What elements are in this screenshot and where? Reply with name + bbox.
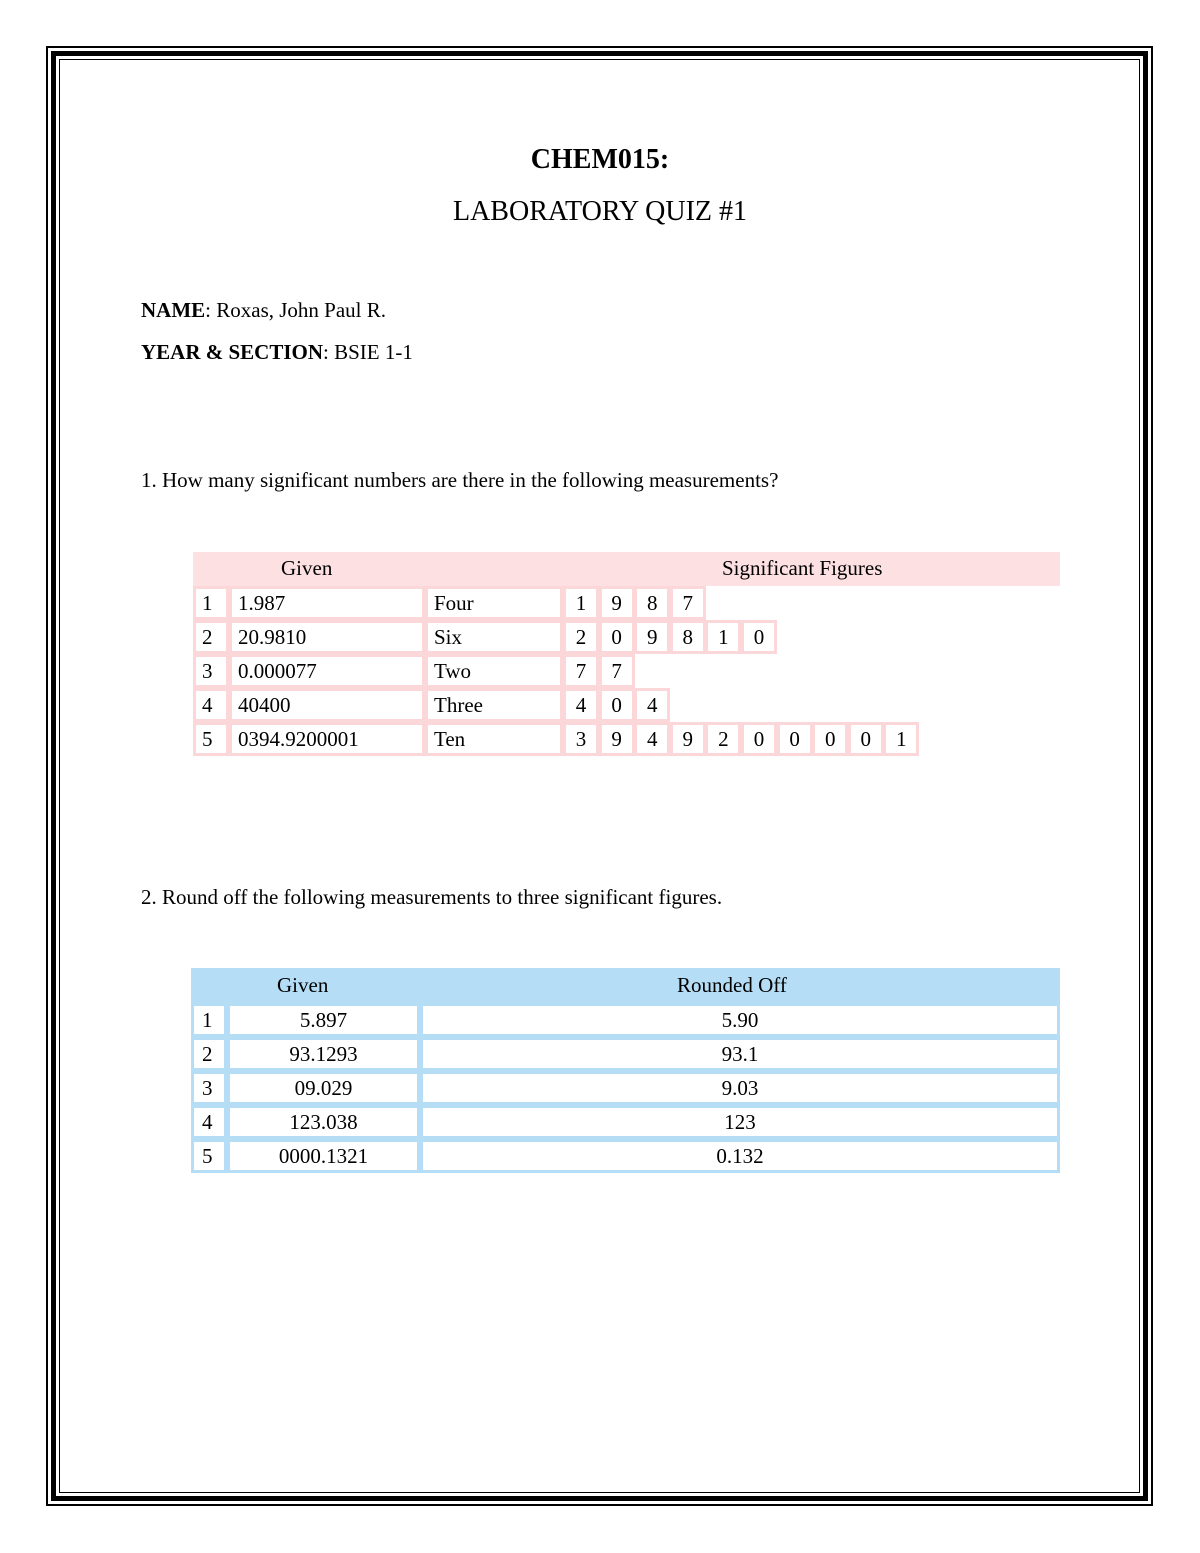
digit-cell: 7	[670, 586, 706, 620]
table-row	[191, 1003, 1060, 1037]
given-value: 93.1293	[227, 1037, 420, 1071]
table-row	[191, 1139, 1060, 1173]
page-border-inner	[59, 59, 1140, 1493]
digit-cell: 0	[812, 722, 848, 756]
student-name	[141, 298, 386, 323]
given-value: 1.987	[229, 586, 425, 620]
given-value: 09.029	[227, 1071, 420, 1105]
section-label: YEAR & SECTION	[141, 340, 324, 364]
digit-cell: 4	[634, 722, 670, 756]
round-table-header	[191, 968, 1060, 1003]
digit-cell: 9	[634, 620, 670, 654]
table-row	[193, 654, 1060, 688]
row-number: 2	[191, 1037, 227, 1071]
digit-cell: 9	[599, 586, 635, 620]
count-word: Three	[425, 688, 563, 722]
question-1: 1. How many significant numbers are there in the following measurements?	[141, 468, 779, 492]
digit-cell: 7	[599, 654, 635, 688]
digit-cell: 2	[563, 620, 599, 654]
row-number: 3	[193, 654, 229, 688]
digit-cell: 4	[634, 688, 670, 722]
row-number: 4	[191, 1105, 227, 1139]
digit-cell: 0	[741, 722, 777, 756]
sig-table-header	[193, 552, 1060, 586]
given-value: 123.038	[227, 1105, 420, 1139]
digit-cell: 2	[705, 722, 741, 756]
digit-cell: 1	[563, 586, 599, 620]
given-value: 0394.9200001	[229, 722, 425, 756]
round-header-given: Given	[277, 973, 329, 997]
row-number: 4	[193, 688, 229, 722]
given-value: 40400	[229, 688, 425, 722]
round-header-rounded: Rounded Off	[677, 973, 787, 997]
count-word: Four	[425, 586, 563, 620]
year-section	[141, 340, 413, 365]
row-number: 5	[191, 1139, 227, 1173]
row-number: 5	[193, 722, 229, 756]
table-row	[193, 688, 1060, 722]
digit-cell: 9	[599, 722, 635, 756]
row-number: 1	[191, 1003, 227, 1037]
name-label: NAME	[141, 298, 206, 322]
course-title: CHEM015:	[530, 144, 670, 175]
digit-cell: 8	[634, 586, 670, 620]
count-word: Six	[425, 620, 563, 654]
count-word: Ten	[425, 722, 563, 756]
table-row	[191, 1071, 1060, 1105]
table-row	[193, 722, 1060, 756]
table-row	[191, 1105, 1060, 1139]
count-word: Two	[425, 654, 563, 688]
quiz-title: LABORATORY QUIZ #1	[452, 196, 747, 227]
sig-header-given: Given	[281, 556, 333, 580]
sig-header-figures: Significant Figures	[722, 556, 883, 580]
digit-cell: 0	[741, 620, 777, 654]
digit-cell: 0	[777, 722, 813, 756]
digit-cell: 1	[705, 620, 741, 654]
digit-cell: 7	[563, 654, 599, 688]
row-number: 3	[191, 1071, 227, 1105]
digit-cell: 3	[563, 722, 599, 756]
rounded-value: 93.1	[420, 1037, 1060, 1071]
given-value: 20.9810	[229, 620, 425, 654]
row-number: 1	[193, 586, 229, 620]
question-2: 2. Round off the following measurements to three significant figures.	[141, 885, 723, 909]
rounded-value: 123	[420, 1105, 1060, 1139]
digit-cell: 0	[599, 620, 635, 654]
section-value: : BSIE 1-1	[323, 340, 413, 364]
digit-cell: 8	[670, 620, 706, 654]
given-value: 0000.1321	[227, 1139, 420, 1173]
table-row	[193, 586, 1060, 620]
digit-cell: 1	[883, 722, 919, 756]
rounded-value: 0.132	[420, 1139, 1060, 1173]
digit-cell: 9	[670, 722, 706, 756]
digit-cell: 4	[563, 688, 599, 722]
table-row	[193, 620, 1060, 654]
given-value: 5.897	[227, 1003, 420, 1037]
given-value: 0.000077	[229, 654, 425, 688]
row-number: 2	[193, 620, 229, 654]
table-row	[191, 1037, 1060, 1071]
digit-cell: 0	[848, 722, 884, 756]
rounded-value: 9.03	[420, 1071, 1060, 1105]
digit-cell: 0	[599, 688, 635, 722]
rounded-value: 5.90	[420, 1003, 1060, 1037]
name-value: : Roxas, John Paul R.	[205, 298, 387, 322]
